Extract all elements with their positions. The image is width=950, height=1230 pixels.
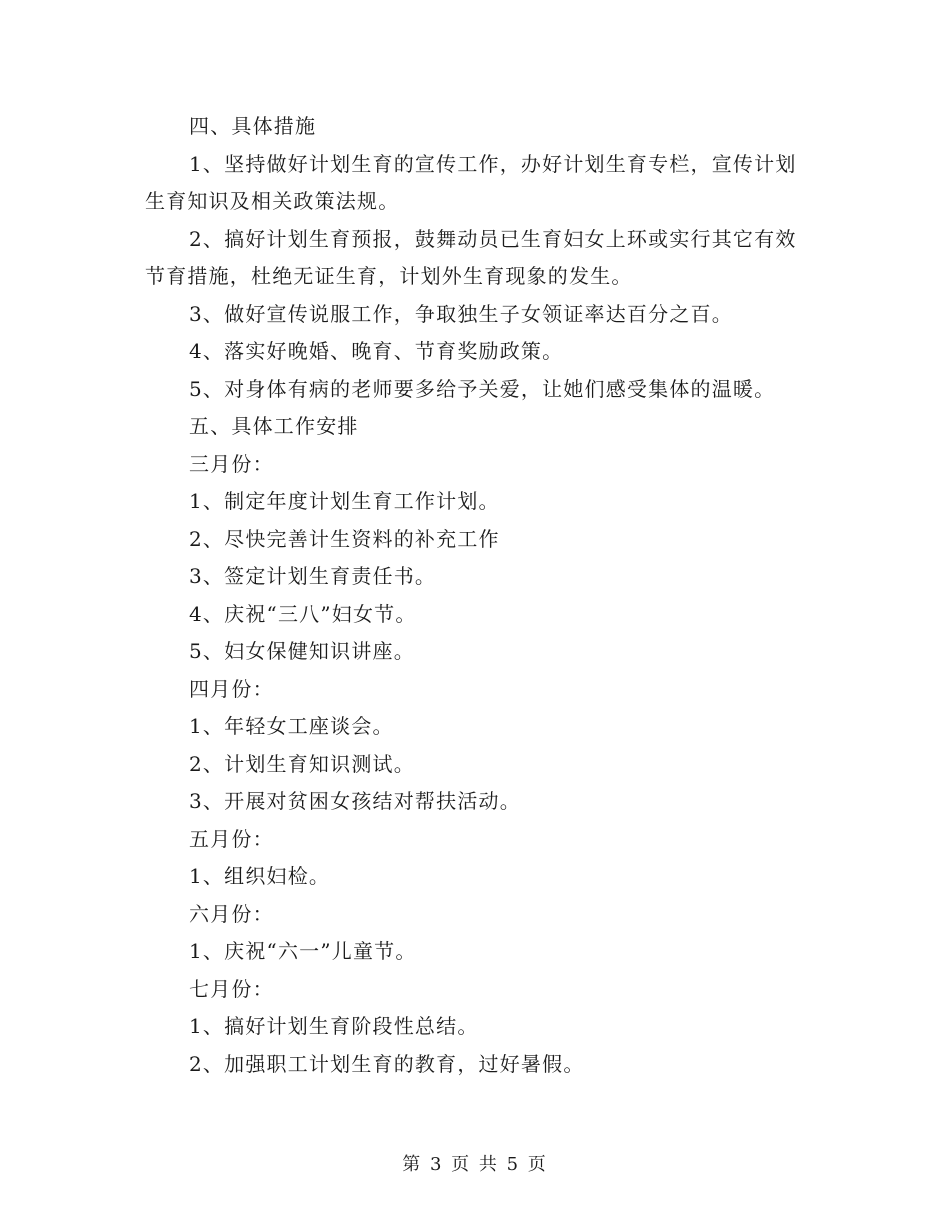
list-item: 1、搞好计划生育阶段性总结。 [189,1014,479,1038]
paragraph-line: 1、坚持做好计划生育的宣传工作，办好计划生育专栏，宣传计划 [189,151,797,176]
list-item: 2、尽快完善计生资料的补充工作 [189,526,500,551]
month-heading: 四月份： [189,676,274,701]
list-item: 1、制定年度计划生育工作计划。 [189,489,500,513]
document-body [145,108,810,1083]
paragraph-line: 3、做好宣传说服工作，争取独生子女领证率达百分之百。 [189,301,733,326]
month-heading: 六月份： [189,901,274,926]
list-item: 1、年轻女工座谈会。 [189,714,394,738]
month-heading: 五月份： [189,826,274,851]
paragraph-line: 5、对身体有病的老师要多给予关爱，让她们感受集体的温暖。 [189,376,776,401]
list-item: 1、组织妇检。 [189,864,331,888]
paragraph-line: 2、搞好计划生育预报，鼓舞动员已生育妇女上环或实行其它有效 [189,226,797,251]
section-heading-measures: 四、具体措施 [189,114,317,138]
list-item: 2、计划生育知识测试。 [189,751,415,776]
month-heading: 七月份： [189,976,274,1001]
list-item: 3、签定计划生育责任书。 [189,564,437,588]
list-item: 1、庆祝“六一”儿童节。 [189,939,417,963]
list-item: 2、加强职工计划生育的教育，过好暑假。 [189,1051,585,1076]
paragraph-line: 4、落实好晚婚、晚育、节育奖励政策。 [189,339,564,363]
paragraph-line: 节育措施，杜绝无证生育，计划外生育现象的发生。 [145,264,633,288]
section-heading-schedule: 五、具体工作安排 [189,414,359,438]
list-item: 4、庆祝“三八”妇女节。 [189,601,417,626]
paragraph-line: 生育知识及相关政策法规。 [145,189,400,213]
page-footer: 第 3 页 共 5 页 [402,1154,548,1175]
list-item: 5、妇女保健知识讲座。 [189,639,415,663]
month-heading: 三月份： [189,451,274,476]
list-item: 3、开展对贫困女孩结对帮扶活动。 [189,789,521,813]
